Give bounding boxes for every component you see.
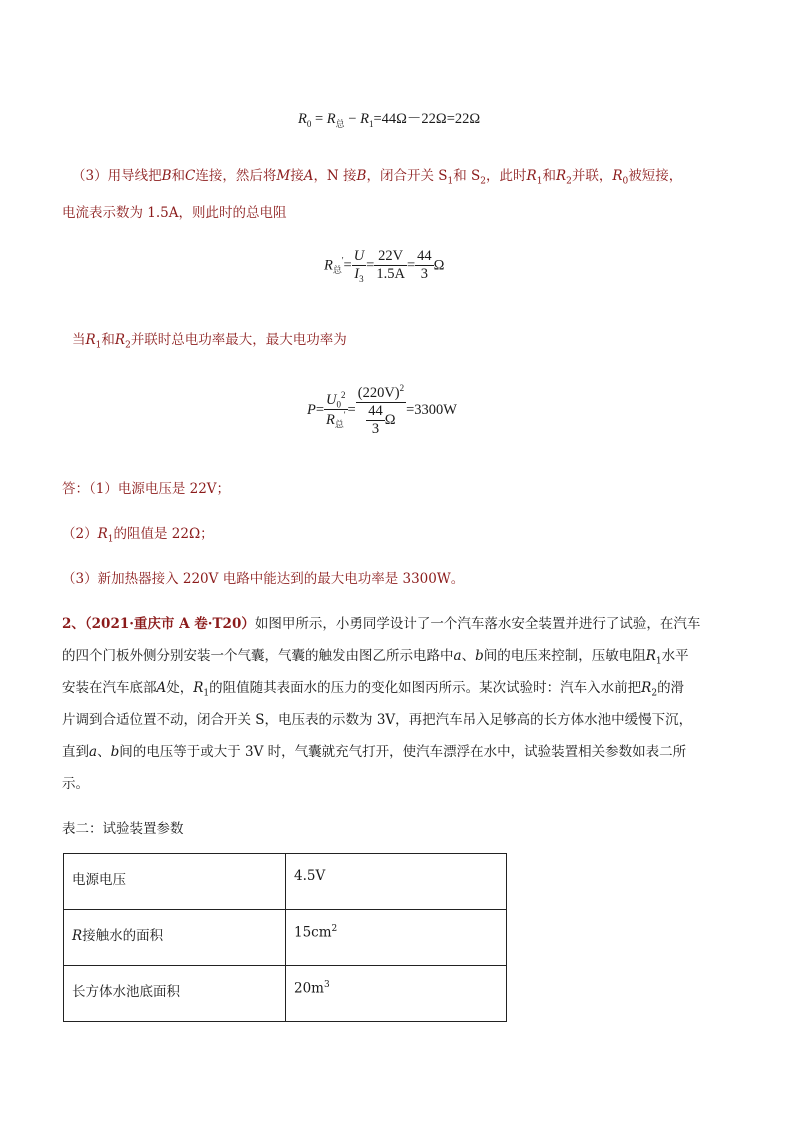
table-cell-value: $20m^3$ <box>286 966 507 1022</box>
max-power-statement: 当$R_1$和$R_2$并联时总电功率最大，最大电功率为 <box>72 332 347 351</box>
problem2-line2: 的四个门板外侧分别安装一个气囊，气囊的触发由图乙所示电路中a、b间的电压来控制，压敏电阻$R_1$水平 <box>62 648 689 667</box>
table-row <box>64 854 507 910</box>
equation-total-resistance: $R_总'=$ $\frac{U}{I_3}$ = $\frac{22V}{1.5A}$ = $\frac{44}{3}$ Ω <box>324 248 445 284</box>
table-cell-value: 4.5V <box>286 854 507 910</box>
table-cell-label: 电源电压 <box>64 854 286 910</box>
answer-2: $(2)R_1$的阻值是 22Ω； <box>62 526 214 545</box>
answer-1: 答：（1）电源电压是 22V； <box>62 481 231 497</box>
problem2-line1: 2、（2021·重庆市 A 卷·T20）如图甲所示，小勇同学设计了一个汽车落水安全装置并进行了试验，在汽车 <box>62 616 701 632</box>
problem2-line5: 直到a、b间的电压等于或大于 3V 时，气囊就充气打开，使汽车漂浮在水中，试验装置相关参数如表二所 <box>62 744 687 760</box>
table-row <box>64 910 507 966</box>
problem2-line4: 片调到合适位置不动，闭合开关 S，电压表的示数为 3V，再把汽车吊入足够高的长方体水池中缓慢下沉， <box>62 712 693 728</box>
table-cell-label: 长方体水池底面积 <box>64 966 286 1022</box>
step3-line1: （3）用导线把B和C连接，然后将M接A，N 接B，闭合开关 $S_1$和 $S_2$，此时$R_1$和$R_2$并联，$R_0$被短接， <box>72 168 683 187</box>
problem2-line6: 示。 <box>62 776 89 792</box>
answer-3: （3）新加热器接入 220V 电路中能达到的最大电功率是 3300W。 <box>62 571 465 587</box>
problem2-line3: 安装在汽车底部A处，$R_1$的阻值随其表面水的压力的变化如图丙所示。某次试验时：汽车入水前把$R_2$的滑 <box>62 680 685 699</box>
table-row <box>64 966 507 1022</box>
table-cell-label: R接触水的面积 <box>64 910 286 966</box>
equation-r0: $R_0 = R_总 - R_1=44\Omega-22\Omega=22\Omega$ <box>298 111 481 129</box>
table-caption: 表二：试验装置参数 <box>62 821 184 837</box>
equation-max-power: P= $\frac{U_0^2}{R_总'}$ = $(220V)^2$ $\frac{44}{3}$ Ω =3300W <box>307 383 457 437</box>
table-cell-value: $15cm^2$ <box>286 910 507 966</box>
parameters-table <box>63 853 507 1022</box>
step3-line2: 电流表示数为 1.5A，则此时的总电阻 <box>62 205 287 221</box>
